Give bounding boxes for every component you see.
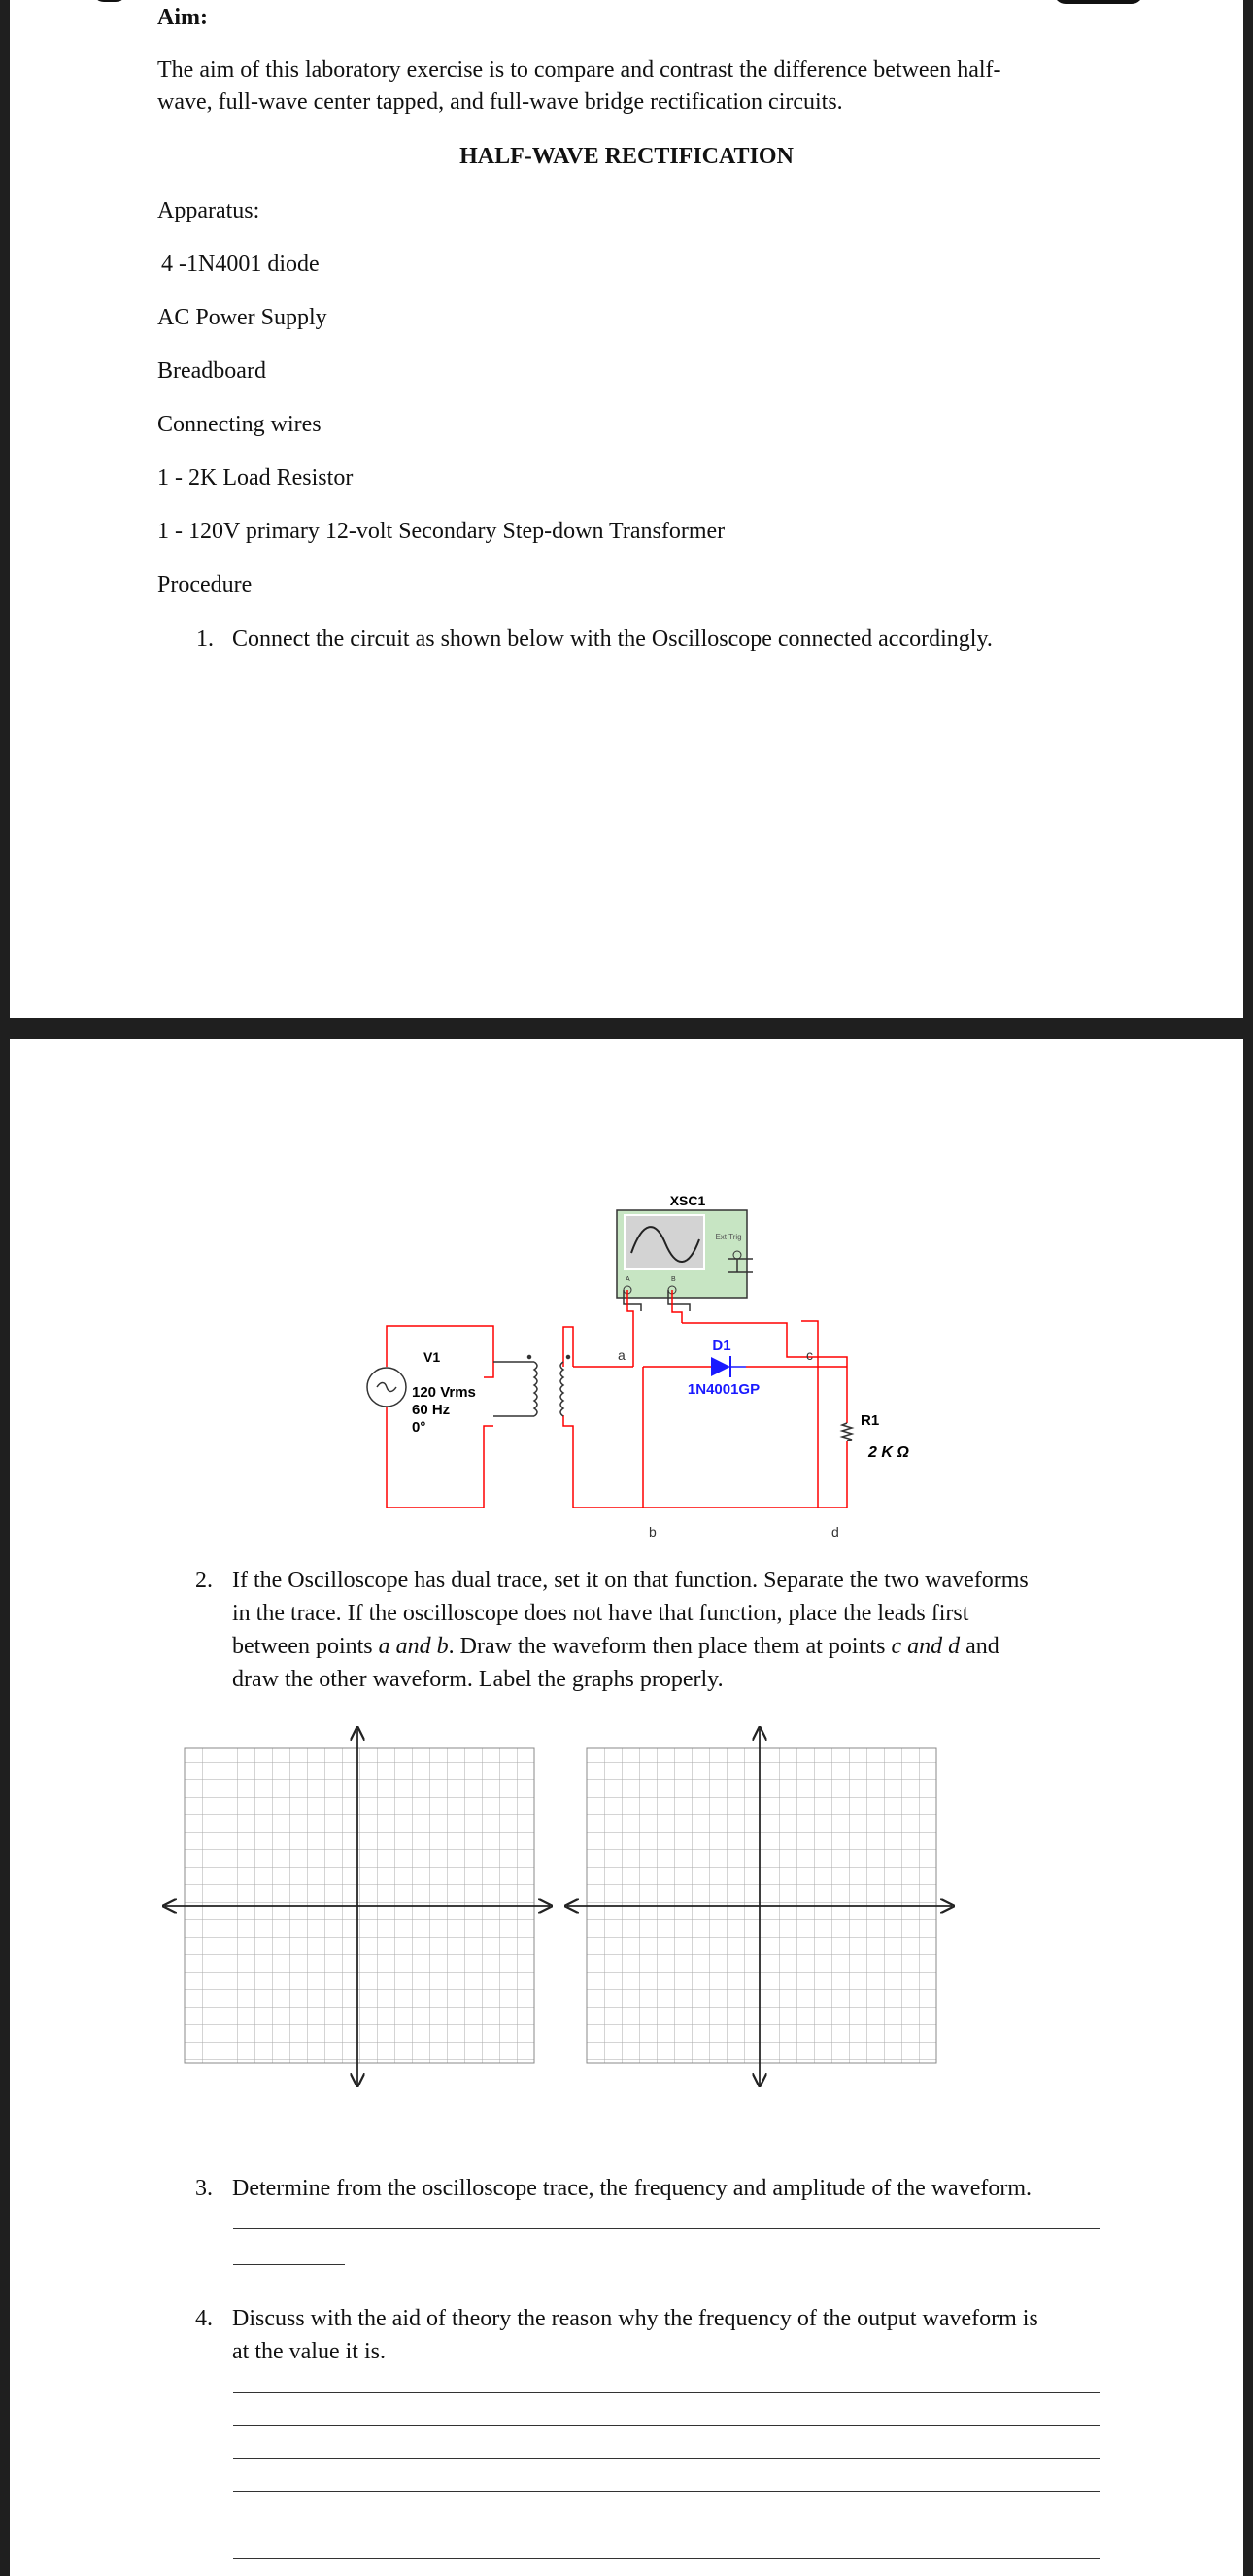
step-number: 2. (195, 1568, 213, 1593)
node-d-label: d (831, 1524, 839, 1540)
apparatus-item: Connecting wires (157, 412, 322, 437)
diode-label: D1 (712, 1338, 731, 1354)
section-title: HALF-WAVE RECTIFICATION (459, 144, 794, 169)
apparatus-item: 1 - 2K Load Resistor (157, 465, 354, 491)
source-frequency: 60 Hz (412, 1402, 451, 1418)
answer-line (233, 2392, 1100, 2393)
step-4-line-2: at the value it is. (232, 2339, 386, 2364)
answer-line (233, 2425, 1100, 2426)
node-labels (618, 1347, 839, 1540)
answer-line (233, 2264, 345, 2265)
aim-label: Aim: (157, 5, 208, 30)
apparatus-item: 4 -1N4001 diode (161, 252, 320, 277)
step-1-text: Connect the circuit as shown below with the Oscilloscope connected accordingly. (232, 627, 993, 652)
node-a-label: a (618, 1347, 626, 1363)
scope-label: XSC1 (669, 1193, 706, 1208)
apparatus-label: Apparatus: (157, 198, 260, 223)
circuit-diagram (10, 1039, 1243, 1564)
diode-model: 1N4001GP (687, 1381, 761, 1398)
resistor-label: R1 (861, 1412, 880, 1429)
step-3-text: Determine from the oscilloscope trace, the frequency and amplitude of the waveform. (232, 2176, 1033, 2201)
channel-a-label: A (626, 1276, 630, 1283)
apparatus-item: 1 - 120V primary 12-volt Secondary Step-down Transformer (157, 519, 726, 544)
node-b-label: b (649, 1524, 657, 1540)
aim-text-line-1: The aim of this laboratory exercise is to compare and contrast the difference between half- (157, 57, 1001, 83)
resistor-r1 (842, 1412, 909, 1461)
answer-line (233, 2228, 1100, 2229)
resistor-value: 2 K Ω (868, 1444, 909, 1461)
document-page-2 (10, 1039, 1243, 2576)
apparatus-item: AC Power Supply (157, 305, 327, 330)
apparatus-item: Breadboard (157, 358, 266, 384)
blank-graphs (10, 1710, 1243, 2176)
node-c-label: c (806, 1347, 813, 1363)
step-4-line-1: Discuss with the aid of theory the reason why the frequency of the output waveform is (232, 2306, 1038, 2331)
diode-d1 (688, 1338, 760, 1398)
step-number: 3. (195, 2176, 213, 2201)
step-2-line-1: If the Oscilloscope has dual trace, set it on that function. Separate the two waveforms (232, 1568, 1029, 1593)
graph-1 (165, 1729, 550, 2085)
oscilloscope-xsc1 (617, 1193, 753, 1311)
procedure-label: Procedure (157, 572, 253, 597)
step-number: 4. (195, 2306, 213, 2331)
document-page-1 (10, 0, 1243, 1018)
answer-line (233, 2558, 1100, 2559)
transformer (493, 1356, 570, 1417)
channel-b-label: B (671, 1276, 676, 1283)
step-number: 1. (196, 627, 214, 652)
answer-line (233, 2458, 1100, 2459)
step-2-line-4: draw the other waveform. Label the graphs properly. (232, 1667, 724, 1692)
graph-2 (567, 1729, 952, 2085)
answer-line (233, 2491, 1100, 2492)
source-voltage: 120 Vrms (412, 1384, 476, 1401)
step-2-line-2: in the trace. If the oscilloscope does not have that function, place the leads first (232, 1601, 969, 1626)
aim-text-line-2: wave, full-wave center tapped, and full-wave bridge rectification circuits. (157, 89, 843, 115)
source-phase: 0° (412, 1419, 426, 1436)
step-2-line-3: between points a and b. Draw the waveform then place them at points c and d and (232, 1634, 999, 1659)
ext-trig-label: Ext Trig (715, 1233, 742, 1241)
source-label: V1 (423, 1349, 441, 1365)
ac-source-v1 (367, 1349, 476, 1436)
